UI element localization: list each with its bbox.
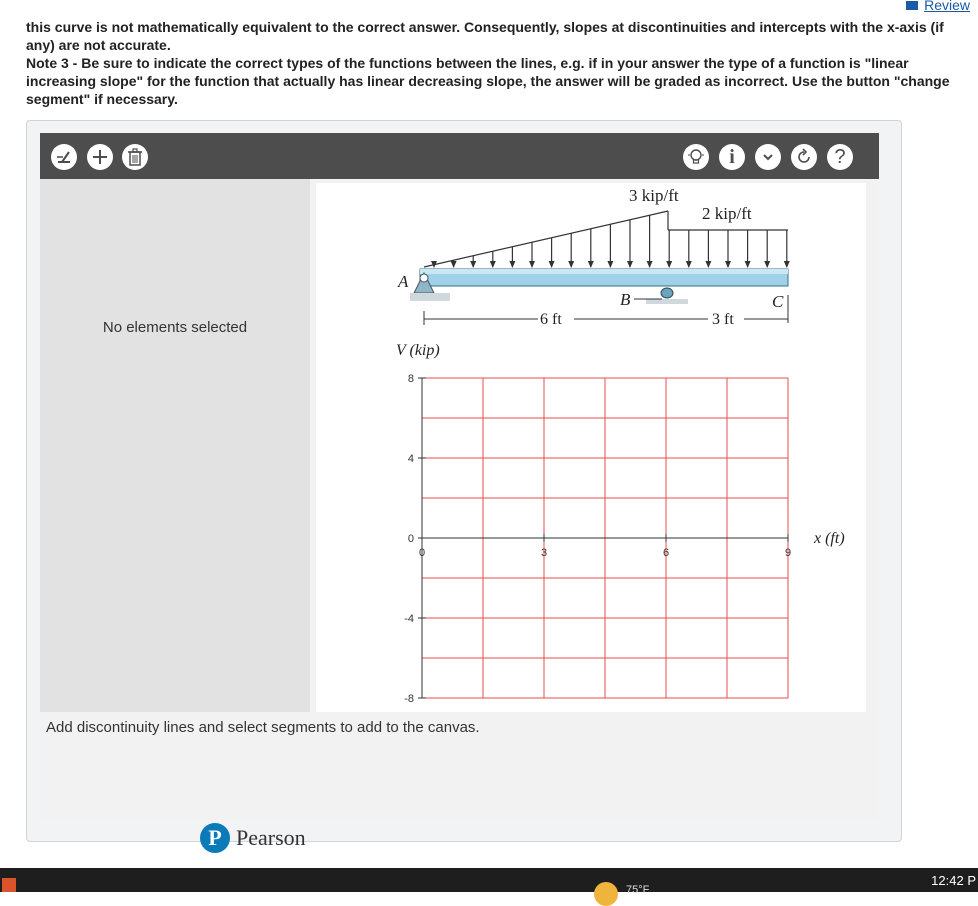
weather-icon[interactable] bbox=[594, 882, 618, 906]
load-arrow-head bbox=[647, 261, 653, 268]
review-icon bbox=[906, 1, 918, 10]
load-arrow-head bbox=[666, 261, 672, 268]
lightbulb-icon bbox=[687, 148, 705, 166]
x-axis-label: x (ft) bbox=[814, 530, 845, 547]
ground-b bbox=[646, 299, 688, 304]
y-tick-label: -8 bbox=[404, 693, 414, 705]
load-top-sloped-line bbox=[424, 211, 668, 267]
y-tick-label: 8 bbox=[407, 373, 414, 385]
chevron-down-icon bbox=[761, 150, 775, 164]
y-tick-label: 4 bbox=[407, 453, 414, 465]
help-button[interactable] bbox=[827, 144, 853, 170]
load-arrow-head bbox=[686, 261, 692, 268]
dim-left-label: 6 ft bbox=[540, 311, 562, 328]
weather-temp: 75°F bbox=[626, 884, 650, 896]
dropdown-button[interactable] bbox=[755, 144, 781, 170]
load-arrow-head bbox=[607, 261, 613, 268]
load-arrow-head bbox=[470, 261, 476, 268]
properties-pane bbox=[40, 179, 310, 712]
add-button[interactable] bbox=[87, 144, 113, 170]
review-label: Review bbox=[924, 0, 970, 13]
roller-b bbox=[661, 288, 673, 298]
x-tick-label: 6 bbox=[662, 547, 670, 559]
instructions bbox=[26, 18, 966, 108]
instructions-paragraph-2: Note 3 - Be sure to indicate the correct types of the functions between the lines, e.g. if in your answer the type of a function is "linear increasing slope" for the function that actually has linear decreasing slope, the answer will be graded as incorrect. Use the button "change segment" if necessary. bbox=[26, 55, 950, 107]
draw-vertical-line-icon bbox=[55, 148, 73, 166]
app-icon[interactable] bbox=[2, 878, 16, 892]
load-arrow-head bbox=[568, 261, 574, 268]
label-a: A bbox=[398, 272, 409, 291]
load-arrow-head bbox=[705, 261, 711, 268]
pearson-text: Pearson bbox=[236, 825, 306, 850]
load-arrow-head bbox=[490, 261, 496, 268]
dim-right-label: 3 ft bbox=[712, 311, 734, 328]
pin-a bbox=[420, 274, 428, 282]
figure-svg bbox=[316, 183, 866, 712]
load-arrow-head bbox=[764, 261, 770, 268]
pearson-brand bbox=[200, 823, 306, 853]
reset-icon bbox=[795, 148, 813, 166]
problem-figure bbox=[316, 183, 866, 712]
y-tick-label: 0 bbox=[407, 533, 414, 545]
instructions-paragraph-1: this curve is not mathematically equivalent to the correct answer. Consequently, slopes at discontinuities and intercepts with the x-axis (if any) are not accurate. bbox=[26, 19, 944, 53]
canvas-toolbar bbox=[40, 133, 879, 179]
info-button[interactable] bbox=[719, 144, 745, 170]
ground-a bbox=[410, 293, 450, 301]
y-axis-label: V (kip) bbox=[396, 342, 440, 359]
review-link[interactable] bbox=[906, 0, 970, 13]
x-tick-label: 0 bbox=[418, 547, 426, 559]
load-arrows bbox=[431, 215, 790, 268]
load-right-label: 2 kip/ft bbox=[702, 204, 752, 223]
label-b: B bbox=[620, 290, 631, 309]
canvas-hint: Add discontinuity lines and select segments to add to the canvas. bbox=[46, 719, 480, 736]
clock[interactable]: 12:42 P bbox=[931, 873, 976, 888]
load-arrow-head bbox=[745, 261, 751, 268]
load-arrow-head bbox=[451, 261, 457, 268]
tick-labels bbox=[404, 373, 791, 705]
y-tick-label: -4 bbox=[404, 613, 414, 625]
info-icon: i bbox=[729, 146, 735, 168]
trash-icon bbox=[127, 148, 143, 166]
selection-status: No elements selected bbox=[102, 319, 248, 336]
load-arrow-head bbox=[588, 261, 594, 268]
draw-vertical-line-button[interactable] bbox=[51, 144, 77, 170]
help-icon: ? bbox=[834, 146, 846, 168]
pearson-logo-icon: P bbox=[200, 823, 230, 853]
label-c: C bbox=[772, 292, 784, 311]
plus-icon bbox=[91, 148, 109, 166]
delete-button[interactable] bbox=[122, 144, 148, 170]
x-tick-label: 3 bbox=[540, 547, 548, 559]
load-arrow-head bbox=[509, 261, 515, 268]
load-arrow-head bbox=[784, 261, 790, 268]
load-arrow-head bbox=[549, 261, 555, 268]
load-arrow-head bbox=[627, 261, 633, 268]
hint-button[interactable] bbox=[683, 144, 709, 170]
beam-highlight bbox=[420, 269, 788, 274]
taskbar bbox=[0, 868, 978, 896]
load-arrow-head bbox=[529, 261, 535, 268]
reset-button[interactable] bbox=[791, 144, 817, 170]
load-arrow-head bbox=[725, 261, 731, 268]
load-left-label: 3 kip/ft bbox=[629, 186, 679, 205]
x-tick-label: 9 bbox=[784, 547, 792, 559]
